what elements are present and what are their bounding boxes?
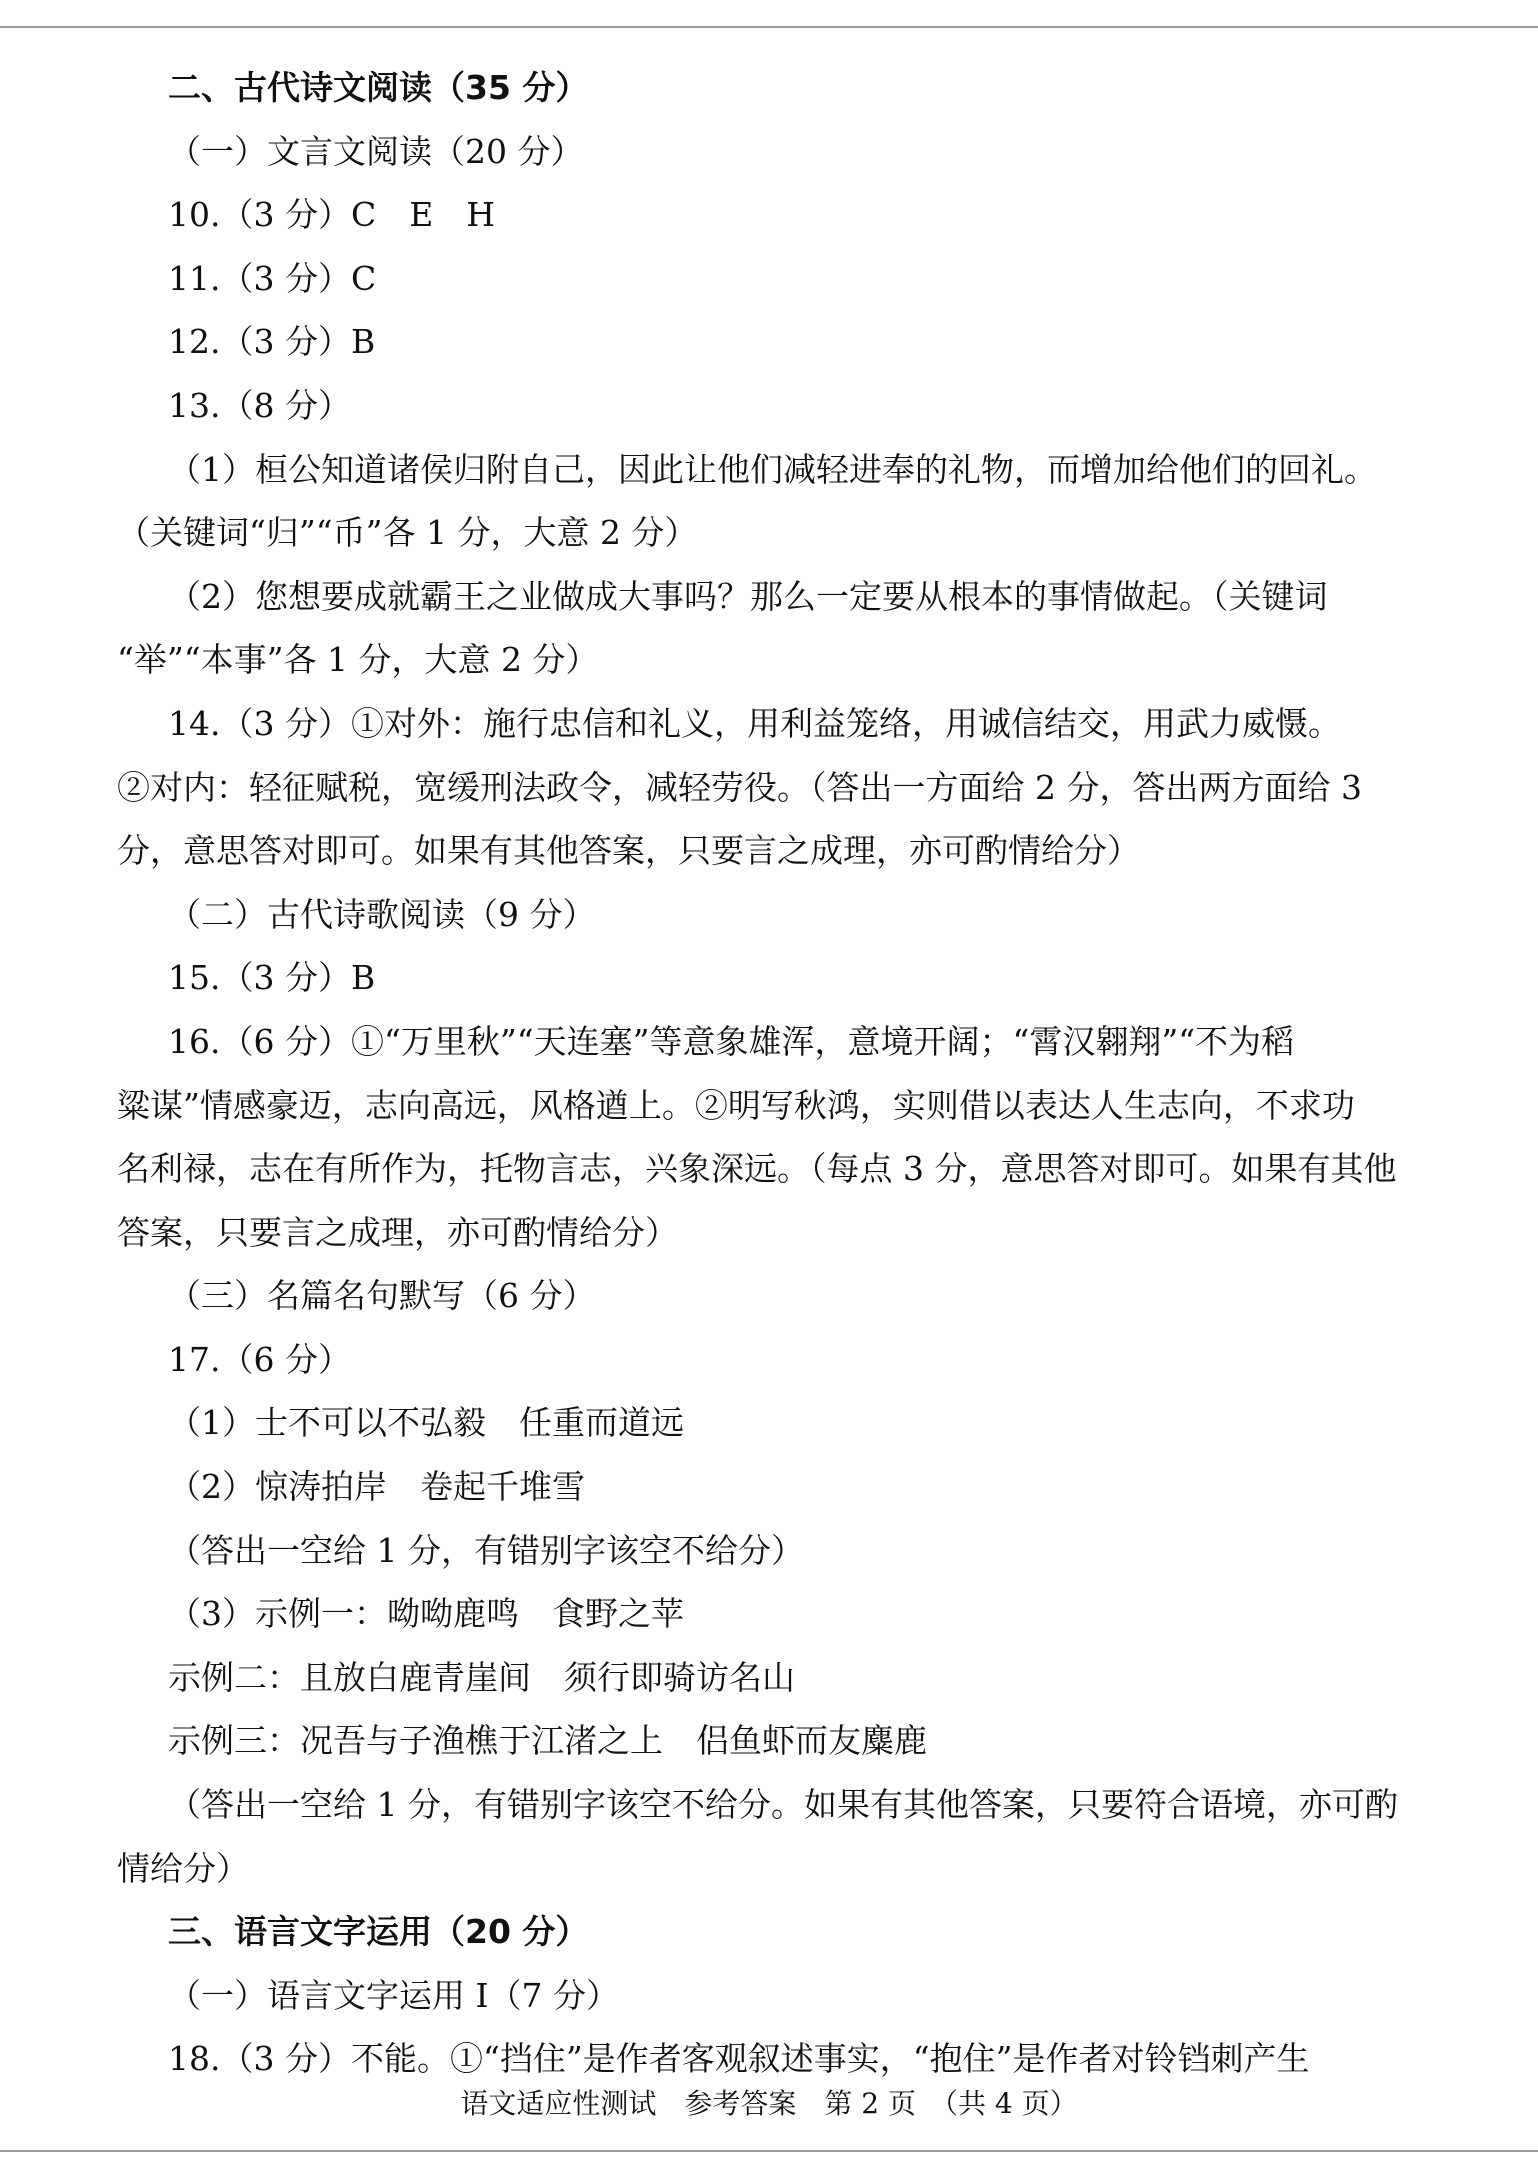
section-heading-ancient-poetry: 二、古代诗文阅读（35 分）	[168, 68, 589, 107]
answer-14: 14.（3 分）①对外：施行忠信和礼义，用利益笼络，用诚信结交，用武力威慑。	[168, 703, 1341, 743]
answer-14-scoring: 分，意思答对即可。如果有其他答案，只要言之成理，亦可酌情给分）	[117, 831, 1140, 871]
subsection-heading-poetry: （二）古代诗歌阅读（9 分）	[168, 894, 596, 934]
page-footer: 语文适应性测试 参考答案 第 2 页 （共 4 页）	[460, 2087, 1078, 2120]
answer-16: 16.（6 分）①“万里秋”“天连塞”等意象雄浑，意境开阔；“霄汉翱翔”“不为稻	[168, 1021, 1295, 1061]
answer-16-continued-2: 名利禄，志在有所作为，托物言志，兴象深远。（每点 3 分，意思答对即可。如果有其他	[117, 1149, 1397, 1189]
subsection-heading-language-use-1: （一）语言文字运用 Ⅰ（7 分）	[168, 1975, 620, 2015]
answer-17-scoring-2-continued: 情给分）	[117, 1848, 249, 1888]
answer-13-heading: 13.（8 分）	[168, 385, 351, 425]
subsection-heading-recitation: （三）名篇名句默写（6 分）	[168, 1276, 596, 1316]
answer-17-part-3-example-2: 示例二：且放白鹿青崖间 须行即骑访名山	[168, 1657, 795, 1697]
section-heading-language-use: 三、语言文字运用（20 分）	[168, 1912, 589, 1952]
answer-17-part-2: （2）惊涛拍岸 卷起千堆雪	[168, 1467, 585, 1507]
answer-17-scoring-1: （答出一空给 1 分，有错别字该空不给分）	[168, 1530, 804, 1570]
answer-15: 15.（3 分）B	[168, 958, 376, 998]
answer-10: 10.（3 分）C E H	[168, 195, 496, 235]
answer-14-continued: ②对内：轻征赋税，宽缓刑法政令，减轻劳役。（答出一方面给 2 分，答出两方面给 3	[117, 767, 1362, 807]
bottom-rule	[0, 2150, 1538, 2152]
subsection-heading-classical-chinese: （一）文言文阅读（20 分）	[168, 131, 584, 171]
answer-17-part-3-example-3: 示例三：况吾与子渔樵于江渚之上 侣鱼虾而友麋鹿	[168, 1721, 927, 1761]
answer-17-scoring-2: （答出一空给 1 分，有错别字该空不给分。如果有其他答案，只要符合语境，亦可酌	[168, 1785, 1398, 1825]
answer-13-part-2-scoring: “举”“本事”各 1 分，大意 2 分）	[117, 640, 599, 680]
answer-11: 11.（3 分）C	[168, 258, 377, 298]
answer-12: 12.（3 分）B	[168, 322, 376, 362]
answer-13-part-1-scoring: （关键词“归”“币”各 1 分，大意 2 分）	[117, 513, 698, 553]
answer-13-part-1: （1）桓公知道诸侯归附自己，因此让他们减轻进奉的礼物，而增加给他们的回礼。	[168, 449, 1377, 489]
answer-17-heading: 17.（6 分）	[168, 1339, 351, 1379]
answer-content	[117, 56, 1513, 2091]
answer-17-part-3-example-1: （3）示例一：呦呦鹿鸣 食野之苹	[168, 1594, 684, 1634]
top-rule	[0, 26, 1538, 28]
answer-17-part-1: （1）士不可以不弘毅 任重而道远	[168, 1403, 684, 1443]
answer-18: 18.（3 分）不能。①“挡住”是作者客观叙述事实，“抱住”是作者对铃铛刺产生	[168, 2039, 1310, 2079]
answer-13-part-2: （2）您想要成就霸王之业做成大事吗？那么一定要从根本的事情做起。（关键词	[168, 576, 1328, 616]
answer-16-continued-1: 粱谋”情感豪迈，志向高远，风格遒上。②明写秋鸿，实则借以表达人生志向，不求功	[117, 1085, 1355, 1125]
answer-16-scoring: 答案，只要言之成理，亦可酌情给分）	[117, 1212, 678, 1252]
